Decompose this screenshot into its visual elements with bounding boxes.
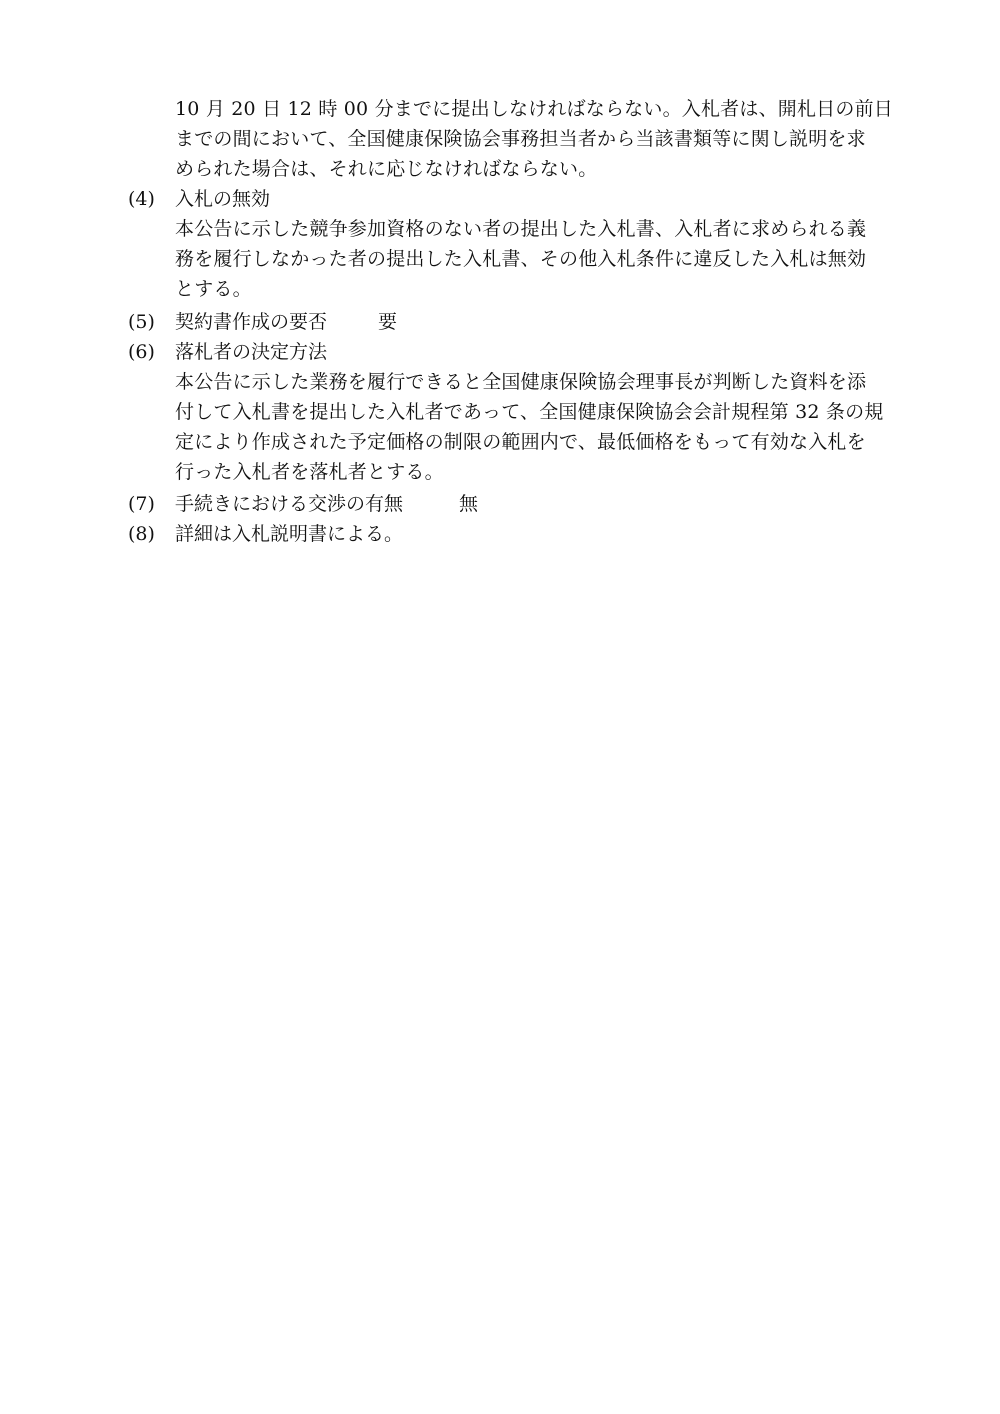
item-number: (5) [128, 311, 155, 333]
item-7-heading [128, 489, 910, 519]
item-value: 無 [459, 493, 479, 515]
paragraph-line: とする。 [175, 278, 252, 300]
paragraph-line: 付して入札書を提出した入札者であって、全国健康保険協会会計規程第 32 条の規 [175, 401, 884, 423]
paragraph-line: 本公告に示した競争参加資格のない者の提出した入札書、入札者に求められる義 [175, 218, 867, 240]
paragraph-line: 定により作成された予定価格の制限の範囲内で、最低価格をもって有効な入札を [175, 431, 866, 453]
item-5-heading [128, 307, 910, 337]
paragraph-line: 行った入札者を落札者とする。 [175, 461, 444, 483]
paragraph-line: までの間において、全国健康保険協会事務担当者から当該書類等に関し説明を求 [175, 128, 866, 150]
item-6-body [175, 367, 910, 487]
item-title: 落札者の決定方法 [175, 341, 328, 363]
item-number: (6) [128, 341, 155, 363]
item-title: 入札の無効 [175, 188, 271, 210]
paragraph-line: 本公告に示した業務を履行できると全国健康保険協会理事長が判断した資料を添 [175, 371, 867, 393]
item-number: (4) [128, 188, 155, 210]
item-title: 詳細は入札説明書による。 [175, 523, 404, 545]
paragraph-line: められた場合は、それに応じなければならない。 [175, 158, 598, 180]
item-4-heading [128, 184, 910, 214]
item-4-body [175, 214, 910, 304]
item-title: 手続きにおける交渉の有無 [175, 493, 404, 515]
paragraph-line: 務を履行しなかった者の提出した入札書、その他入札条件に違反した入札は無効 [175, 248, 867, 270]
item-6-heading [128, 337, 910, 367]
item-title: 契約書作成の要否 [175, 311, 328, 333]
item-8-heading [128, 519, 910, 549]
item-value: 要 [378, 311, 398, 333]
item-number: (7) [128, 493, 155, 515]
item-number: (8) [128, 523, 155, 545]
continuation-paragraph [175, 94, 910, 184]
paragraph-line: 10 月 20 日 12 時 00 分までに提出しなければならない。入札者は、開札日の前日 [175, 98, 893, 120]
